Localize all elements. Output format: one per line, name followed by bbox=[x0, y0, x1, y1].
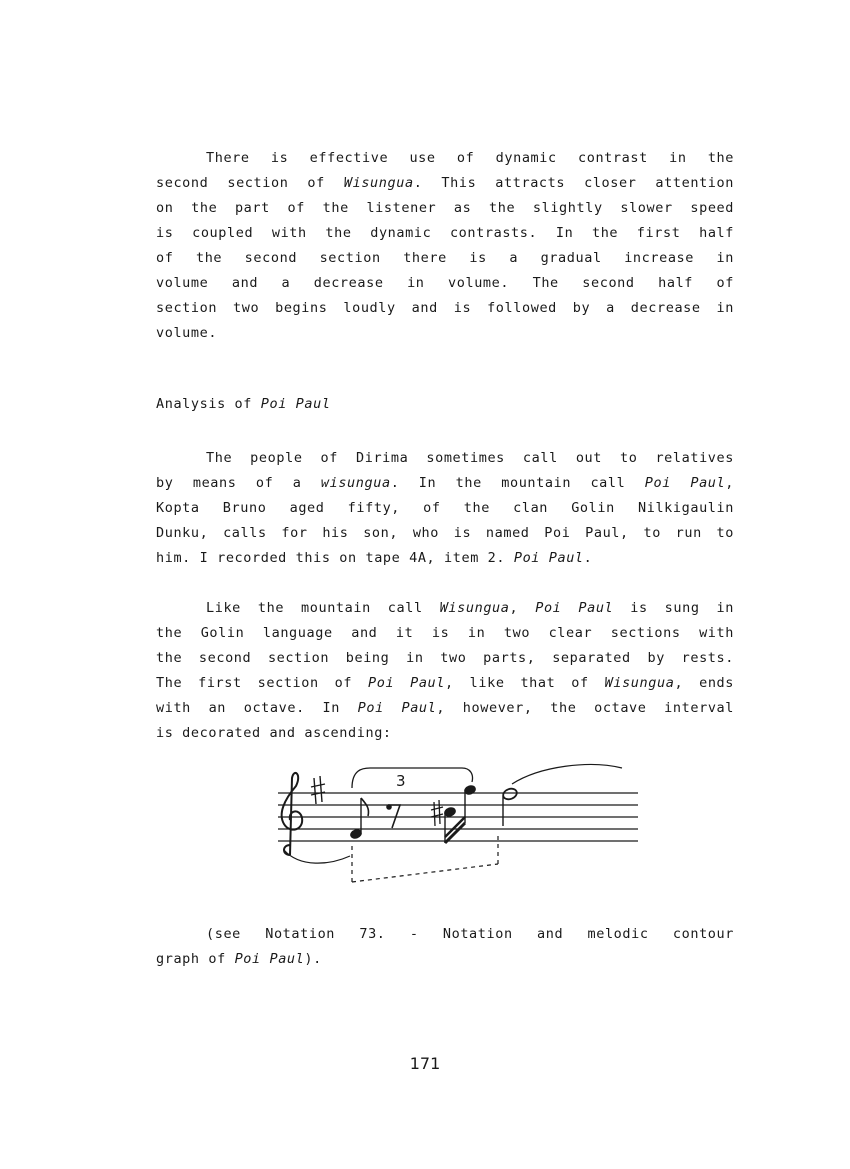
text-line bbox=[156, 671, 734, 696]
text-segment: by means of a bbox=[156, 475, 321, 491]
text-line bbox=[156, 621, 734, 646]
italic-text: wisungua bbox=[320, 475, 391, 491]
text-segment: . In the mountain call bbox=[390, 475, 645, 491]
section-heading bbox=[156, 396, 331, 412]
text-segment: . This attracts closer attention bbox=[413, 175, 734, 191]
phrase-slur bbox=[512, 765, 622, 784]
heading-prefix: Analysis of bbox=[156, 396, 261, 412]
note-eighth-low bbox=[349, 798, 369, 840]
text-line bbox=[156, 521, 734, 546]
text-segment: of the second section there is a gradual increase in bbox=[156, 250, 734, 266]
text-segment: , bbox=[509, 600, 536, 616]
text-line bbox=[156, 146, 734, 171]
text-segment: Dunku, calls for his son, who is named Poi Paul, to run to bbox=[156, 525, 734, 541]
text-segment: , bbox=[725, 475, 734, 491]
text-segment: There is effective use of dynamic contrast in the bbox=[206, 150, 734, 166]
text-segment: section two begins loudly and is followed by a decrease in bbox=[156, 300, 734, 316]
text-line bbox=[156, 271, 734, 296]
text-line bbox=[156, 471, 734, 496]
paragraph-sections bbox=[156, 596, 734, 746]
text-segment: , ends bbox=[674, 675, 734, 691]
staff-lines bbox=[278, 793, 638, 841]
text-line bbox=[156, 221, 734, 246]
italic-text: Wisungua bbox=[604, 675, 675, 691]
text-line bbox=[156, 321, 734, 346]
text-line bbox=[156, 196, 734, 221]
text-line bbox=[156, 696, 734, 721]
text-line bbox=[156, 546, 734, 571]
paragraph-see-notation bbox=[156, 922, 734, 972]
text-line bbox=[156, 947, 734, 972]
text-segment: him. I recorded this on tape 4A, item 2. bbox=[156, 550, 514, 566]
text-segment: Kopta Bruno aged fifty, of the clan Golin Nilkigaulin bbox=[156, 500, 734, 516]
text-line bbox=[156, 171, 734, 196]
italic-text: Poi Paul bbox=[644, 475, 726, 491]
text-segment: second section of bbox=[156, 175, 344, 191]
italic-text: Poi Paul bbox=[357, 700, 437, 716]
text-segment: volume. bbox=[156, 325, 218, 341]
italic-text: Poi Paul bbox=[234, 951, 305, 967]
triplet-bracket bbox=[352, 768, 473, 788]
italic-text: Poi Paul bbox=[513, 550, 584, 566]
text-segment: graph of bbox=[156, 951, 235, 967]
text-line bbox=[156, 296, 734, 321]
text-segment: is sung in bbox=[613, 600, 734, 616]
page-number: 171 bbox=[409, 1054, 441, 1073]
triplet-label: 3 bbox=[396, 772, 406, 790]
text-line bbox=[156, 721, 734, 746]
text-segment: ). bbox=[304, 951, 322, 967]
text-segment: The people of Dirima sometimes call out to relatives bbox=[206, 450, 734, 466]
italic-text: Wisungua bbox=[343, 175, 414, 191]
text-line bbox=[156, 596, 734, 621]
text-segment: The first section of bbox=[156, 675, 368, 691]
text-segment: . bbox=[583, 550, 593, 566]
text-segment: , like that of bbox=[445, 675, 605, 691]
text-line bbox=[156, 922, 734, 947]
text-segment: is coupled with the dynamic contrasts. In the first half bbox=[156, 225, 734, 241]
text-line bbox=[156, 646, 734, 671]
italic-text: Poi Paul bbox=[535, 600, 614, 616]
text-segment: is decorated and ascending: bbox=[156, 725, 392, 741]
paragraph-poi-paul-intro bbox=[156, 446, 734, 571]
text-line bbox=[156, 246, 734, 271]
italic-text: Poi Paul bbox=[368, 675, 445, 691]
text-line bbox=[156, 446, 734, 471]
text-segment: Like the mountain call bbox=[206, 600, 440, 616]
text-segment: , however, the octave interval bbox=[436, 700, 734, 716]
text-segment: on the part of the listener as the slightly slower speed bbox=[156, 200, 734, 216]
text-segment: (see Notation 73. - Notation and melodic contour bbox=[206, 926, 734, 942]
text-line bbox=[156, 496, 734, 521]
octave-dashed-contour bbox=[352, 832, 498, 882]
italic-text: Wisungua bbox=[439, 600, 510, 616]
music-notation-figure bbox=[270, 760, 650, 890]
heading-title: Poi Paul bbox=[260, 396, 331, 412]
sharp-icon bbox=[311, 776, 325, 804]
paragraph-dynamic-contrast bbox=[156, 146, 734, 346]
text-segment: the second section being in two parts, separated by rests. bbox=[156, 650, 734, 666]
text-segment: the Golin language and it is in two clear sections with bbox=[156, 625, 734, 641]
text-segment: volume and a decrease in volume. The second half of bbox=[156, 275, 734, 291]
text-segment: with an octave. In bbox=[156, 700, 358, 716]
